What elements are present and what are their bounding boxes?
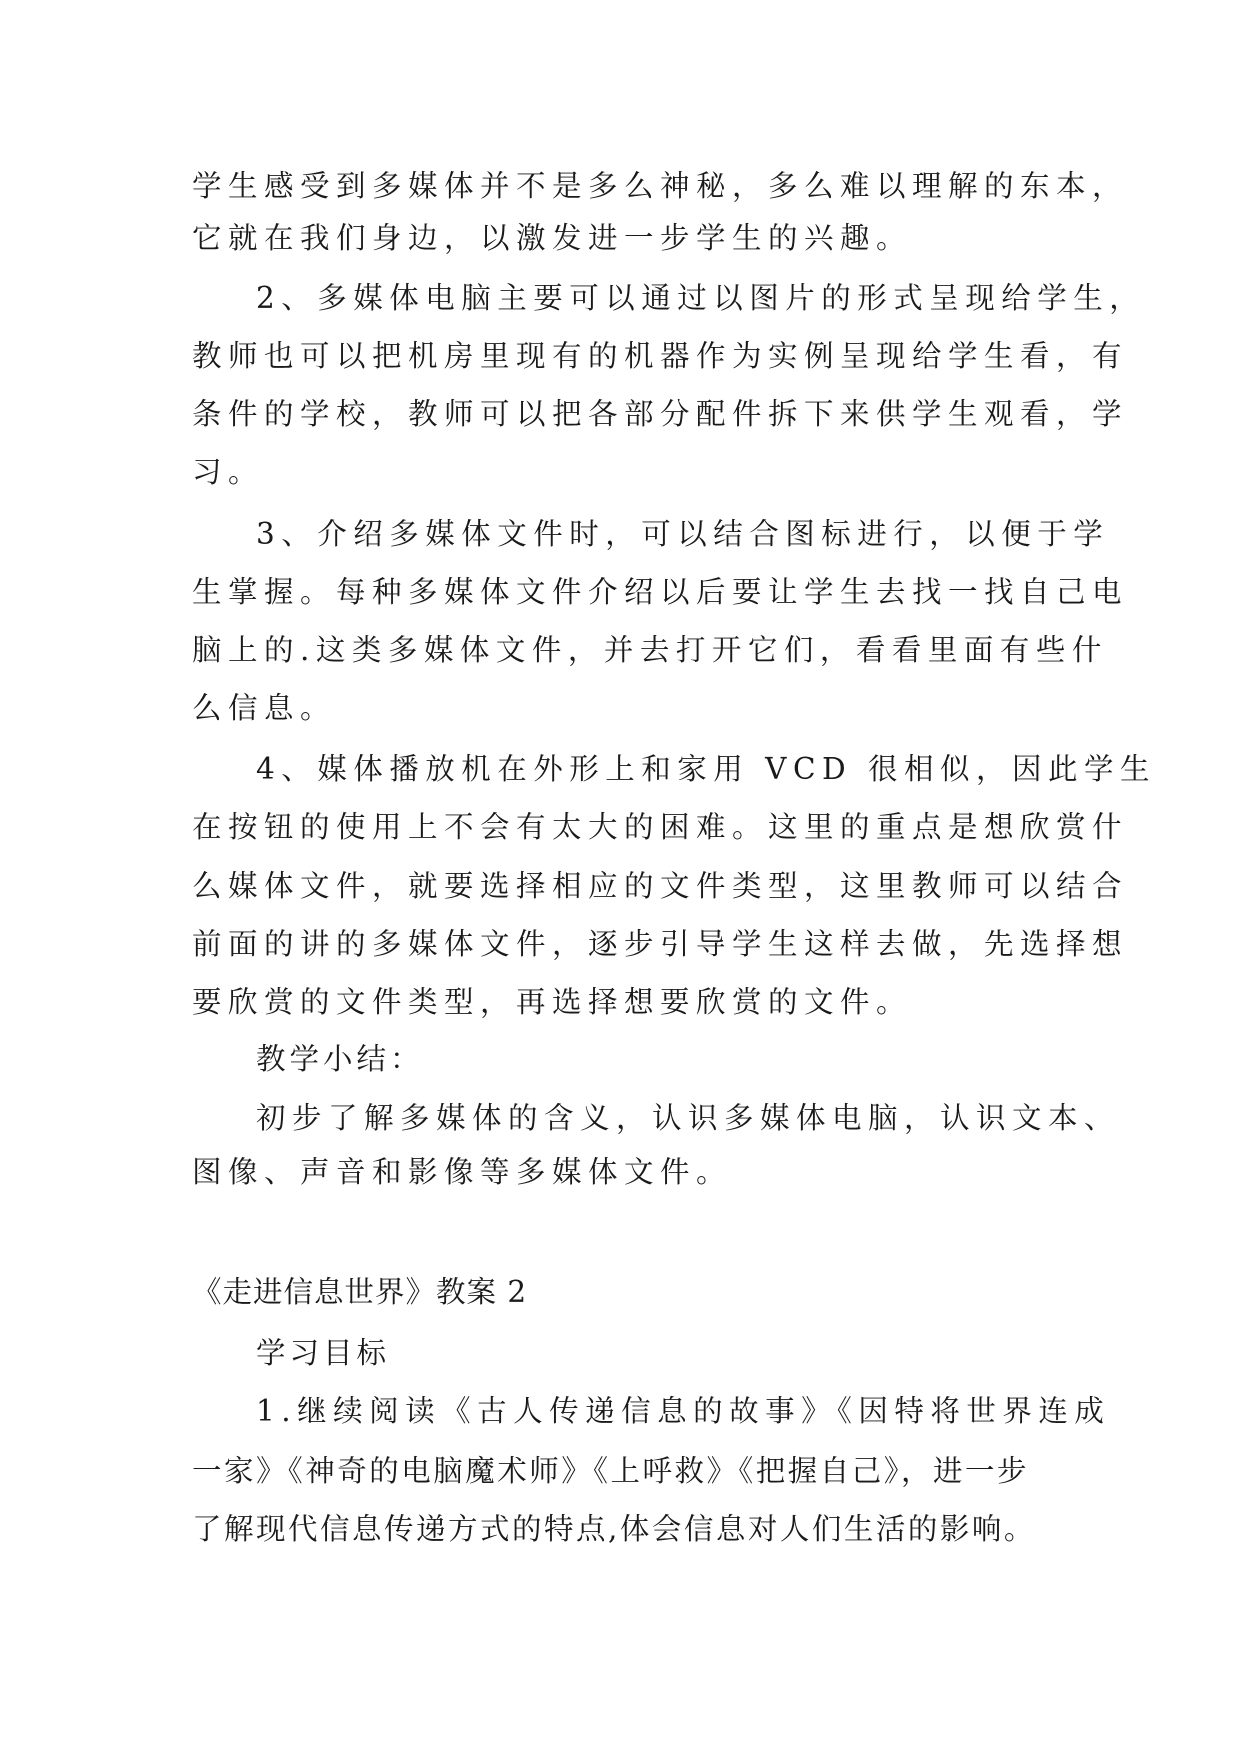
- text-line: 它就在我们身边，以激发进一步学生的兴趣。: [192, 221, 913, 255]
- section-heading-objectives: 学习目标: [256, 1336, 391, 1370]
- text-line: 么信息。: [192, 691, 337, 725]
- text-line: 一家》《神奇的电脑魔术师》《上呼救》《把握自己》，进一步: [192, 1454, 1030, 1488]
- lesson-title: 《走进信息世界》教案 2: [192, 1275, 528, 1309]
- list-item-2: 2、多媒体电脑主要可以通过以图片的形式呈现给学生，: [256, 281, 1146, 315]
- list-item-3: 3、介绍多媒体文件时，可以结合图标进行，以便于学: [256, 517, 1110, 551]
- text-line: 条件的学校，教师可以把各部分配件拆下来供学生观看，学: [192, 397, 1129, 431]
- text-line: 生掌握。每种多媒体文件介绍以后要让学生去找一找自己电: [192, 575, 1129, 609]
- text-line: 初步了解多媒体的含义，认识多媒体电脑，认识文本、: [256, 1101, 1121, 1135]
- text-line: 了解现代信息传递方式的特点,体会信息对人们生活的影响。: [192, 1512, 1036, 1546]
- list-item-1: 1.继续阅读《古人传递信息的故事》《因特将世界连成: [256, 1394, 1111, 1428]
- text-line: 教师也可以把机房里现有的机器作为实例呈现给学生看，有: [192, 339, 1129, 373]
- text-line: 学生感受到多媒体并不是多么神秘，多么难以理解的东本，: [192, 169, 1129, 203]
- text-line: 在按钮的使用上不会有太大的困难。这里的重点是想欣赏什: [192, 810, 1129, 844]
- text-line: 么媒体文件，就要选择相应的文件类型，这里教师可以结合: [192, 869, 1129, 903]
- text-line: 脑上的.这类多媒体文件，并去打开它们，看看里面有些什: [192, 633, 1108, 667]
- text-line: 要欣赏的文件类型，再选择想要欣赏的文件。: [192, 985, 913, 1019]
- text-line: 前面的讲的多媒体文件，逐步引导学生这样去做，先选择想: [192, 927, 1129, 961]
- section-heading-summary: 教学小结：: [256, 1042, 424, 1076]
- list-item-4: 4、媒体播放机在外形上和家用 VCD 很相似，因此学生: [256, 752, 1157, 786]
- text-line: 图像、声音和影像等多媒体文件。: [192, 1155, 733, 1189]
- text-line: 习。: [192, 455, 265, 489]
